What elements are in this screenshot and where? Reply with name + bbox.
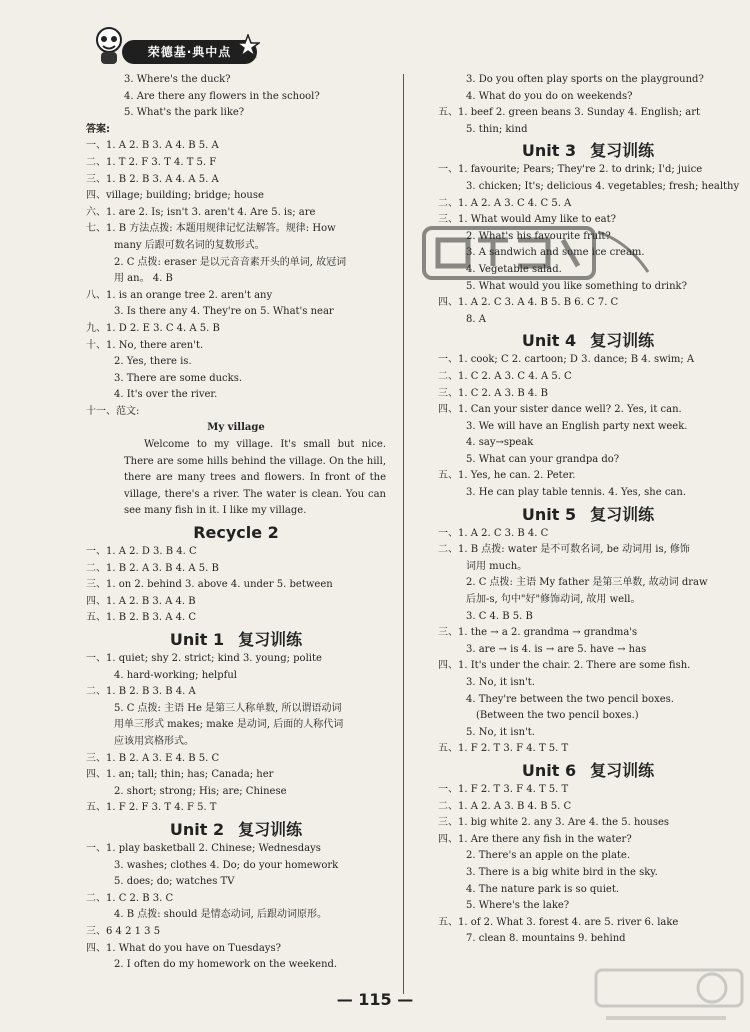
answer-line: 3. He can play table tennis. 4. Yes, she can. — [466, 487, 686, 499]
answer-line: 五、1. Yes, he can. 2. Peter. — [438, 470, 576, 482]
section-title-recycle2 — [86, 522, 386, 544]
answer-line: 2. What's his favourite fruit? — [466, 230, 611, 242]
answer-line: 五、1. B 2. B 3. A 4. C — [86, 612, 196, 624]
answer-line: 词用 much。 — [466, 560, 528, 572]
section-subtitle: 复习训练 — [238, 819, 303, 839]
answer-line: 3. washes; clothes 4. Do; do your homework — [114, 859, 339, 871]
answer-line: 二、1. A 2. A 3. C 4. C 5. A — [438, 197, 572, 209]
answer-line: 5. thin; kind — [466, 123, 528, 135]
answer-line: 三、1. the → a 2. grandma → grandma's — [438, 627, 638, 639]
section-title-unit3 — [438, 140, 738, 162]
answer-line: 5. What can your grandpa do? — [466, 453, 620, 465]
answer-line: 2. Yes, there is. — [114, 356, 192, 368]
answer-line: 三、1. B 2. A 3. E 4. B 5. C — [86, 752, 220, 764]
answer-line: 7. clean 8. mountains 9. behind — [466, 933, 626, 945]
answer-line: 六、1. are 2. Is; isn't 3. aren't 4. Are 5. is; are — [86, 206, 316, 218]
answer-line: 4. The nature park is so quiet. — [466, 883, 620, 895]
answer-line: 3. There are some ducks. — [114, 372, 243, 384]
answer-line: (Between the two pencil boxes.) — [476, 710, 639, 722]
answer-line: 二、1. B 点拨: water 是不可数名词, be 动词用 is, 修饰 — [438, 544, 690, 556]
answer-line: 4. They're between the two pencil boxes. — [466, 693, 674, 705]
answer-line: 4. Vegetable salad. — [466, 263, 562, 275]
section-title-unit4 — [438, 330, 738, 352]
section-title-unit1 — [86, 629, 386, 651]
answer-line: 2. There's an apple on the plate. — [466, 850, 631, 862]
answer-line: 5. does; do; watches TV — [114, 876, 235, 888]
watermark-stamp-icon — [418, 218, 654, 296]
right-column — [438, 72, 738, 948]
section-title-text: Unit 3 — [521, 141, 577, 161]
left-column — [86, 72, 386, 974]
answer-line: 三、1. big white 2. any 3. Are 4. the 5. houses — [438, 817, 670, 829]
section-subtitle: 复习训练 — [590, 331, 655, 351]
answer-line: 4. say→speak — [466, 437, 534, 449]
answer-line: 五、1. of 2. What 3. forest 4. are 5. river 6. lake — [438, 916, 679, 928]
answer-line: 三、6 4 2 1 3 5 — [86, 925, 161, 937]
answer-line: 一、1. A 2. D 3. B 4. C — [86, 546, 197, 558]
answer-line: 四、1. Can your sister dance well? 2. Yes, it can. — [438, 404, 682, 416]
answer-line: 四、1. an; tall; thin; has; Canada; her — [86, 769, 274, 781]
section-title-text: Unit 4 — [521, 331, 577, 351]
answer-line: 3. chicken; It's; delicious 4. vegetables; fresh; healthy — [466, 180, 740, 192]
answer-line: 一、1. F 2. T 3. F 4. T 5. T — [438, 783, 569, 795]
section-title-text: Unit 6 — [521, 760, 577, 780]
answer-line: 后加-s, 句中"好"修饰动词, 故用 well。 — [466, 594, 641, 606]
answer-line: 二、1. B 2. B 3. B 4. A — [86, 686, 196, 698]
column-divider — [403, 74, 404, 994]
answer-line: 4. What do you do on weekends? — [466, 90, 633, 102]
answer-line: 五、1. F 2. T 3. F 4. T 5. T — [438, 743, 569, 755]
answer-line: 4. hard-working; helpful — [114, 669, 237, 681]
answer-line: 三、1. on 2. behind 3. above 4. under 5. between — [86, 579, 333, 591]
star-icon — [236, 34, 260, 58]
section-subtitle: 复习训练 — [590, 504, 655, 524]
answer-line: 二、1. T 2. F 3. T 4. T 5. F — [86, 156, 217, 168]
answers-label: 答案: — [86, 123, 110, 135]
answer-line: 二、1. B 2. A 3. B 4. A 5. B — [86, 562, 219, 574]
answer-line: 2. C 点拨: eraser 是以元音音素开头的单词, 故冠词 — [114, 256, 347, 268]
section-title-text: Recycle 2 — [193, 523, 279, 543]
answer-line: 三、1. What would Amy like to eat? — [438, 214, 616, 226]
text-line: 5. What's the park like? — [124, 107, 245, 119]
answer-line: 3. C 4. B 5. B — [466, 610, 533, 622]
essay-text: Welcome to my village. It's small but nice. There are some hills behind the village. On the hill, there are many trees and flowers. In front of the village, there's a river. The water is clean. You can see many fish in it. I like my village. — [124, 439, 386, 517]
section-subtitle: 复习训练 — [590, 141, 655, 161]
answer-line: 四、1. A 2. C 3. A 4. B 5. B 6. C 7. C — [438, 297, 619, 309]
answer-line: 七、1. B 方法点拨: 本题用规律记忆法解答。规律: How — [86, 223, 336, 235]
answer-line: 用单三形式 makes; make 是动词, 后面的人称代词 — [114, 719, 344, 731]
answer-line: 5. Where's the lake? — [466, 900, 570, 912]
answer-line: 四、1. What do you have on Tuesdays? — [86, 942, 281, 954]
answer-line: 5. What would you like something to drink? — [466, 280, 687, 292]
answer-line: 四、village; building; bridge; house — [86, 190, 264, 202]
answer-line: 四、1. A 2. B 3. A 4. B — [86, 595, 196, 607]
answer-line: 应该用宾格形式。 — [114, 735, 194, 747]
answer-line: 4. B 点拨: should 是情态动词, 后跟动词原形。 — [114, 909, 327, 921]
answer-line: 十、1. No, there aren't. — [86, 339, 204, 351]
answer-line: 五、1. beef 2. green beans 3. Sunday 4. English; art — [438, 107, 701, 119]
answer-line: 2. I often do my homework on the weekend. — [114, 959, 338, 971]
answer-line: many 后跟可数名词的复数形式。 — [114, 239, 265, 251]
answer-line: 四、1. It's under the chair. 2. There are some fish. — [438, 660, 691, 672]
answer-line: 八、1. is an orange tree 2. aren't any — [86, 289, 273, 301]
answer-line: 九、1. D 2. E 3. C 4. A 5. B — [86, 322, 220, 334]
page-number: — 115 — — [336, 990, 414, 1009]
section-title-text: Unit 2 — [169, 819, 225, 839]
mascot-icon — [92, 26, 126, 66]
answer-line: 三、1. C 2. A 3. B 4. B — [438, 387, 548, 399]
answer-line: 2. C 点拨: 主语 My father 是第三单数, 故动词 draw — [466, 577, 708, 589]
answer-line: 一、1. A 2. B 3. A 4. B 5. A — [86, 140, 219, 152]
section-title-text: Unit 1 — [169, 630, 225, 649]
answer-line: 十一、范文: — [86, 405, 140, 417]
section-subtitle: 复习训练 — [590, 760, 655, 780]
section-title-unit5 — [438, 504, 738, 526]
answer-line: 二、1. C 2. B 3. C — [86, 892, 174, 904]
answer-line: 一、1. cook; C 2. cartoon; D 3. dance; B 4. swim; A — [438, 354, 695, 366]
brand-logo: 荣德基·典中点 — [122, 40, 257, 64]
answer-line: 3. We will have an English party next week. — [466, 420, 688, 432]
section-title-text: Unit 5 — [521, 504, 577, 524]
answer-line: 3. are → is 4. is → are 5. have → has — [466, 643, 647, 655]
text-line: 4. Are there any flowers in the school? — [124, 90, 320, 102]
answer-line: 一、1. quiet; shy 2. strict; kind 3. young; polite — [86, 653, 322, 664]
answer-line: 三、1. B 2. B 3. A 4. A 5. A — [86, 173, 219, 185]
answer-line: 3. Do you often play sports on the playground? — [466, 74, 704, 85]
answer-line: 3. A sandwich and some ice cream. — [466, 247, 645, 259]
answer-line: 用 an。 4. B — [114, 273, 173, 285]
answer-line: 五、1. F 2. F 3. T 4. F 5. T — [86, 802, 217, 814]
answer-line: 二、1. A 2. A 3. B 4. B 5. C — [438, 800, 572, 812]
answer-line: 3. No, it isn't. — [466, 677, 535, 688]
answer-line: 一、1. favourite; Pears; They're 2. to drink; I'd; juice — [438, 164, 703, 176]
answer-line: 8. A — [466, 313, 486, 325]
answer-line: 5. C 点拨: 主语 He 是第三人称单数, 所以谓语动词 — [114, 702, 342, 714]
answer-line: 3. There is a big white bird in the sky. — [466, 866, 658, 878]
section-title-unit2 — [86, 819, 386, 841]
text-line: 3. Where's the duck? — [124, 74, 231, 85]
section-title-unit6 — [438, 760, 738, 782]
answer-line: 3. Is there any 4. They're on 5. What's near — [114, 306, 334, 318]
answer-line: 4. It's over the river. — [114, 389, 218, 401]
answer-line: 四、1. Are there any fish in the water? — [438, 833, 632, 845]
answer-line: 2. short; strong; His; are; Chinese — [114, 785, 287, 797]
answer-line: 一、1. play basketball 2. Chinese; Wednesdays — [86, 842, 321, 854]
answer-line: 二、1. C 2. A 3. C 4. A 5. C — [438, 370, 572, 382]
answer-line: 一、1. A 2. C 3. B 4. C — [438, 527, 549, 539]
essay-title: My village — [207, 422, 265, 434]
section-subtitle: 复习训练 — [238, 630, 303, 649]
answer-line: 5. No, it isn't. — [466, 726, 535, 738]
